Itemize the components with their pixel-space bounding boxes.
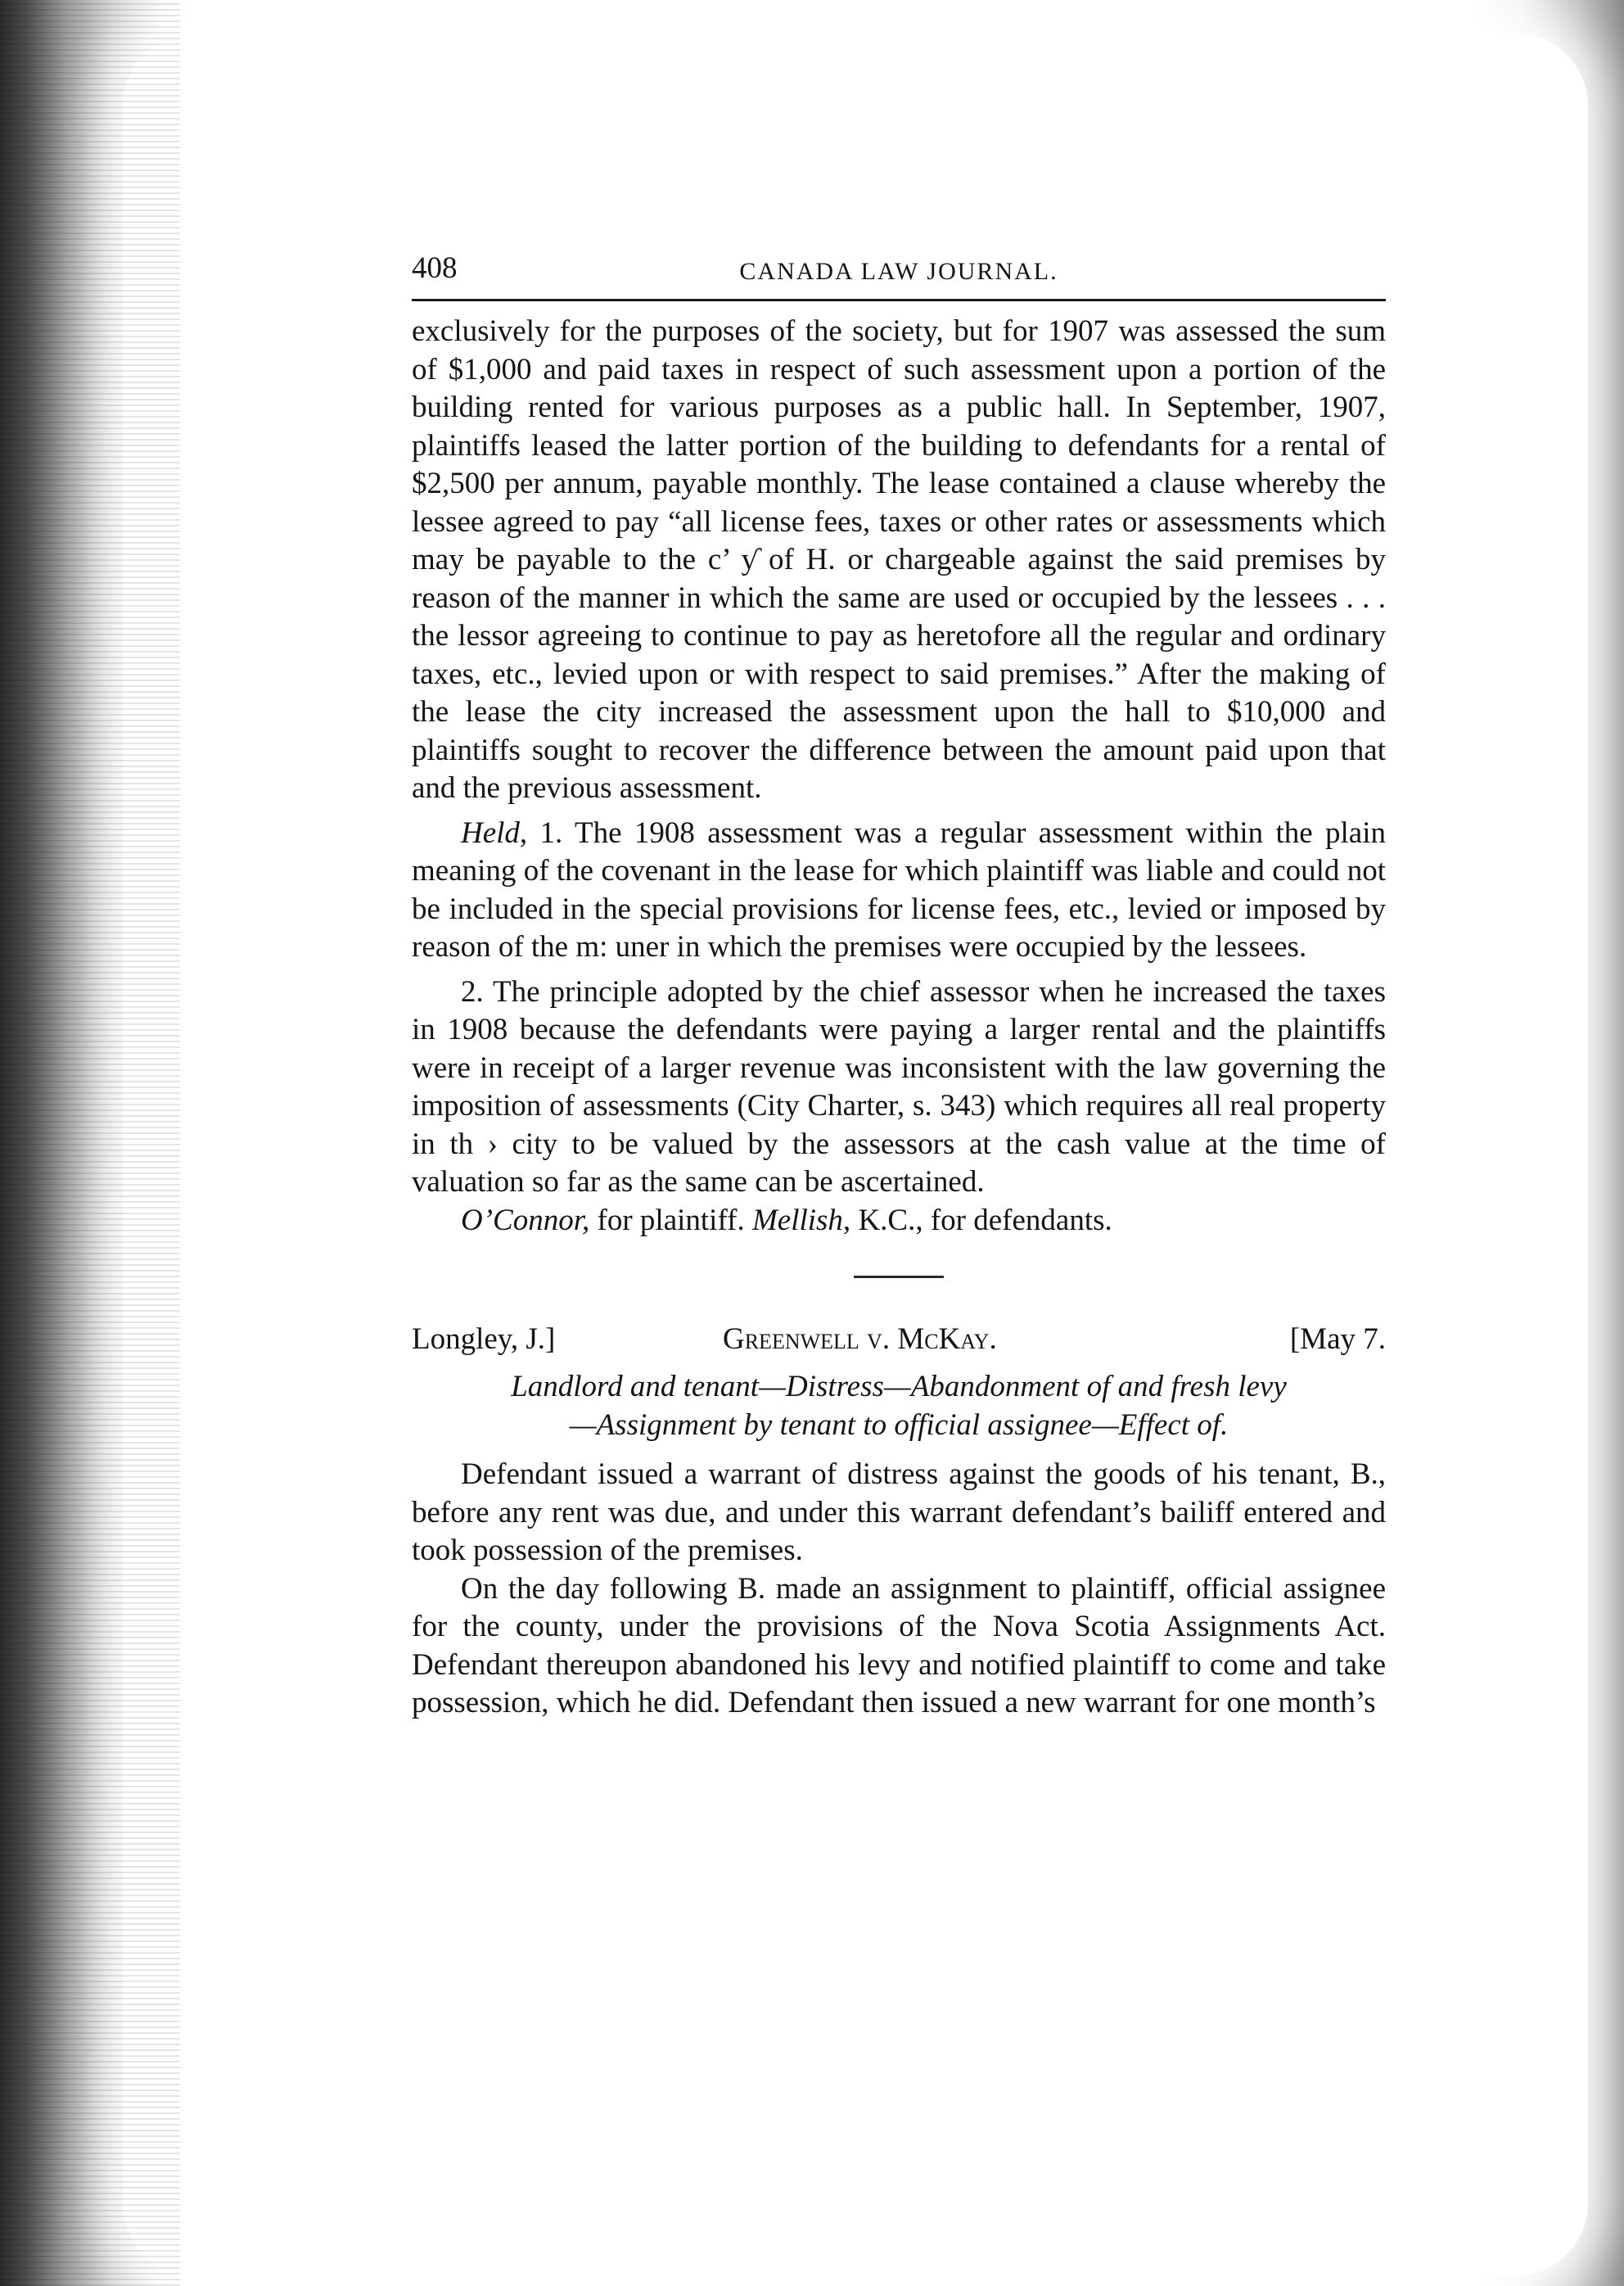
page-header <box>412 250 1386 296</box>
page-number: 408 <box>412 251 458 285</box>
case-headnote <box>412 1368 1386 1444</box>
case1-paragraph-principle: 2. The principle adopted by the chief assessor when he increased the taxes in 1908 because the defendants were paying a larger rental and the plaintiffs were in receipt of a larger revenue was inconsistent with the law governing the imposition of assessments (City Charter, s. 343) which requires all real property in th › city to be valued by the assessors at the cash value at the time of valuation so far as the same can be ascertained. <box>412 974 1386 1199</box>
section-divider <box>854 1276 944 1278</box>
counsel-line <box>412 1202 1386 1240</box>
headnote-line-1: Landlord and tenant—Distress—Abandonment of and fresh levy <box>511 1370 1287 1403</box>
case1-paragraph-facts: exclusively for the purposes of the society, but for 1907 was assessed the sum of $1,000 and paid taxes in respect of such assessment upon a portion of the building rented for various purposes as a public hall. In September, 1907, plaintiffs leased the latter portion of the building to defendants for a rental of $2,500 per annum, payable monthly. The lease contained a clause whereby the lessee agreed to pay “all license fees, taxes or other rates or assessments which may be payable to the c’ ƴ of H. or chargeable against the said premises by reason of the manner in which the same are used or occupied by the lessees . . . the lessor agreeing to continue to pay as heretofore all the regular and ordinary taxes, etc., levied upon or with respect to said premises.” After the making of the lease the city increased the assessment upon the hall to $10,000 and plaintiffs sought to recover the difference between the amount paid upon that and the previous assessment. <box>412 314 1386 805</box>
case-judge: Longley, J.] <box>412 1322 556 1356</box>
case-caption <box>412 1321 1386 1360</box>
running-head: CANADA LAW JOURNAL. <box>739 258 1058 285</box>
case1-paragraph-held <box>412 815 1386 967</box>
case-title: Greenwell v. McKay. <box>723 1322 997 1356</box>
case-date: [May 7. <box>1289 1322 1386 1356</box>
binding-edge-shadow <box>0 0 180 2286</box>
header-rule <box>412 299 1386 301</box>
held-label: Held, <box>461 815 528 850</box>
counsel-defendant-role: K.C., for defendants. <box>850 1203 1112 1237</box>
counsel-defendant-name: Mellish, <box>751 1203 851 1237</box>
counsel-plaintiff-role: for plaintiff. <box>589 1203 752 1237</box>
page-content <box>412 250 1386 1723</box>
case2-paragraph-assignment: On the day following B. made an assignment to plaintiff, official assignee for the county, under the provisions of the Nova Scotia Assignments Act. Defendant thereupon abandoned his levy and notified plaintiff to come and take possession, which he did. Defendant then issued a new warrant for one month’s <box>412 1571 1386 1719</box>
counsel-plaintiff-name: O’Connor, <box>461 1203 590 1237</box>
held-text: 1. The 1908 assessment was a regular assessment within the plain meaning of the covenant in the lease for which plaintiff was liable and could not be included in the special provisions for license fees, etc., levied or imposed by reason of the m: uner in which the premises were occupied by the lessees. <box>412 815 1386 964</box>
case2-paragraph-warrant: Defendant issued a warrant of distress against the goods of his tenant, B., before any rent was due, and under this warrant defendant’s bailiff entered and took possession of the premises. <box>412 1457 1386 1567</box>
headnote-line-2: —Assignment by tenant to official assignee—Effect of. <box>569 1407 1229 1442</box>
